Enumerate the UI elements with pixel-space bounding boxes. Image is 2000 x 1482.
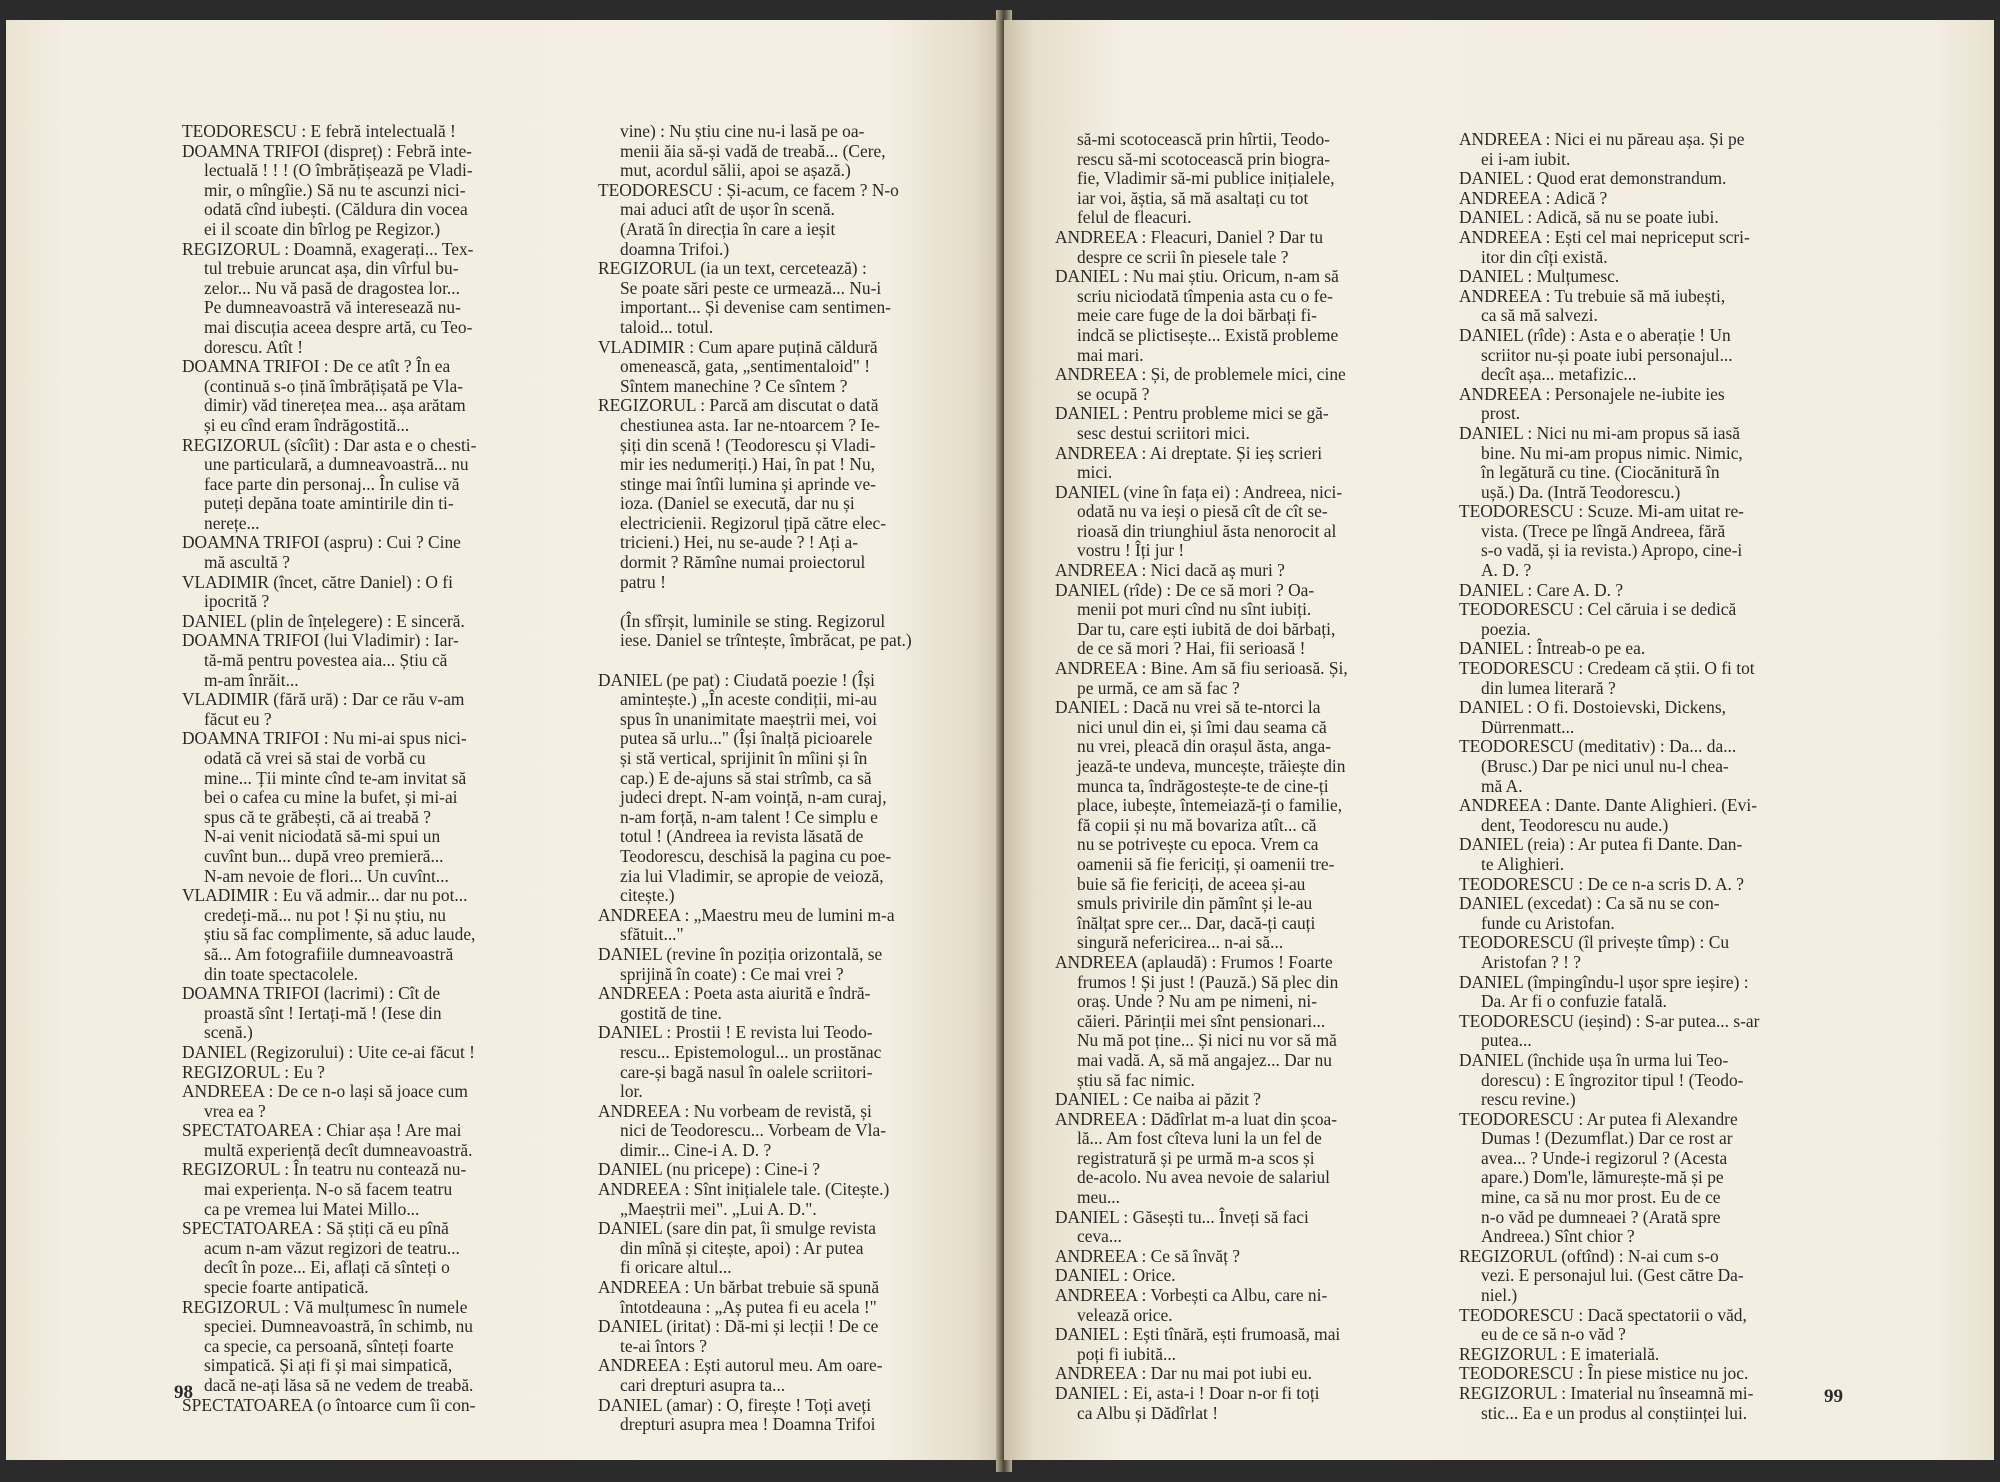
- text-line: proastă sînt ! Iertați-mă ! (Iese din: [204, 1002, 442, 1023]
- text-line: (continuă s-o țină îmbrățișată pe Vla-: [204, 375, 464, 396]
- text-line: niel.): [1481, 1285, 1518, 1306]
- left-page-column-2: [598, 122, 976, 1435]
- text-line: ANDREEA : Ai dreptate. Și ieș scrieri: [1055, 442, 1323, 463]
- text-line: TEODORESCU (îl privește tîmp) : Cu: [1459, 932, 1730, 953]
- text-line: știu să fac nimic.: [1077, 1069, 1195, 1090]
- text-line: pe urmă, ce am să fac ?: [1077, 677, 1240, 698]
- page-number-left: 98: [174, 1382, 193, 1403]
- text-line: prost.: [1481, 403, 1521, 424]
- text-line: SPECTATOAREA (o întoarce cum îi con-: [182, 1394, 476, 1415]
- text-line: să-mi scotocească prin hîrtii, Teodo-: [1077, 129, 1330, 149]
- text-line: jează-te undeva, muncește, trăiește din: [1077, 756, 1346, 776]
- text-line: DOAMNA TRIFOI (dispreț) : Febră inte-: [182, 140, 472, 161]
- text-line: nici de Teodorescu... Vorbeam de Vla-: [620, 1120, 887, 1141]
- text-line: vista. (Trece pe lîngă Andreea, fără: [1481, 520, 1726, 541]
- text-line: ei i-am iubit.: [1481, 148, 1571, 169]
- text-line: ANDREEA : Nici dacă aș muri ?: [1055, 560, 1285, 581]
- text-line: DANIEL : Întreab-o pe ea.: [1459, 638, 1646, 659]
- text-line: lectuală ! ! ! (O îmbrățișează pe Vladi-: [204, 160, 473, 181]
- text-line: place, iubește, întemeiază-ți o familie,: [1077, 795, 1343, 816]
- text-line: Dürrenmatt...: [1481, 716, 1575, 737]
- text-line: VLADIMIR : Eu vă admir... dar nu pot...: [182, 885, 468, 906]
- text-line: să... Am fotografiile dumneavoastră: [204, 943, 454, 964]
- text-line: gostită de tine.: [620, 1002, 722, 1023]
- text-line: mut, acordul sălii, apoi se așază.): [620, 160, 851, 181]
- text-line: rioasă din triunghiul ăsta nenorocit al: [1077, 520, 1337, 541]
- text-line: DANIEL : Nu mai știu. Oricum, n-am să: [1055, 266, 1339, 287]
- text-line: munca ta, îndrăgostește-te de cine-ți: [1077, 775, 1329, 796]
- text-line: speciei. Dumneavoastră, în schimb, nu: [204, 1316, 474, 1337]
- text-line: odată cînd iubești. (Căldura din vocea: [204, 199, 468, 220]
- text-line: [598, 651, 976, 671]
- text-line: mai experiența. N-o să facem teatru: [204, 1179, 453, 1200]
- text-line: odată că vrei să stai de vorbă cu: [204, 748, 426, 768]
- text-line: TEODORESCU : E febră intelectuală !: [182, 121, 456, 141]
- text-line: vostru ! Îți jur !: [1077, 540, 1185, 561]
- text-line: ANDREEA : „Maestru meu de lumini m-a: [598, 904, 895, 925]
- text-line: VLADIMIR (fără ură) : Dar ce rău v-am: [182, 689, 465, 710]
- text-line: te-ai întors ?: [620, 1335, 707, 1356]
- text-line: frumos ! Și just ! (Pauză.) Să plec din: [1077, 971, 1339, 992]
- text-line: DANIEL (închide ușa în urma lui Teo-: [1459, 1049, 1729, 1070]
- text-line: rescu revine.): [1481, 1089, 1576, 1110]
- text-line: tă-mă pentru povestea aia... Știu că: [204, 650, 448, 671]
- text-line: itor din cîți există.: [1481, 246, 1608, 267]
- text-line: doamna Trifoi.): [620, 238, 730, 259]
- text-line: N-ai venit niciodată să-mi spui un: [204, 826, 441, 847]
- text-line: REGIZORUL : Doamnă, exagerați... Tex-: [182, 238, 474, 259]
- text-line: dormit ? Rămîne numai proiectorul: [620, 552, 866, 573]
- text-line: mă ascultă ?: [204, 552, 290, 573]
- text-line: ANDREEA : Ce să învăț ?: [1055, 1245, 1240, 1266]
- text-line: judeci drept. N-am voință, n-am curaj,: [620, 787, 887, 808]
- text-line: ceva...: [1077, 1226, 1122, 1247]
- text-line: TEODORESCU : Dacă spectatorii o văd,: [1459, 1304, 1747, 1325]
- text-line: n-o văd pe dumneaei ? (Arată spre: [1481, 1206, 1721, 1227]
- text-line: stinge mai întîi lumina și aprinde ve-: [620, 473, 876, 494]
- text-line: scriu niciodată tîmpenia asta cu o fe-: [1077, 285, 1333, 306]
- right-page-column-1: [1055, 130, 1435, 1423]
- text-line: eu de ce să n-o văd ?: [1481, 1324, 1626, 1345]
- text-line: ANDREEA : Un bărbat trebuie să spună: [598, 1277, 880, 1298]
- text-line: meie care fuge de la doi bărbați fi-: [1077, 305, 1317, 326]
- text-line: funde cu Aristofan.: [1481, 912, 1615, 933]
- text-line: mai mari.: [1077, 344, 1144, 365]
- text-line: TEODORESCU (ieșind) : S-ar putea... s-ar: [1459, 1010, 1760, 1031]
- text-line: DOAMNA TRIFOI (lui Vladimir) : Iar-: [182, 630, 459, 651]
- text-line: Dar tu, care ești iubită de doi bărbați,: [1077, 618, 1336, 639]
- text-line: vine) : Nu știu cine nu-i lasă pe oa-: [620, 121, 865, 141]
- text-line: DANIEL : Prostii ! E revista lui Teodo-: [598, 1022, 873, 1043]
- text-line: (Arată în direcția în care a ieșit: [620, 218, 836, 239]
- text-line: DANIEL (vine în fața ei) : Andreea, nici-: [1055, 481, 1343, 502]
- text-line: omenească, gata, „sentimentaloid" !: [620, 356, 870, 377]
- text-line: TEODORESCU : Și-acum, ce facem ? N-o: [598, 179, 899, 200]
- text-line: putea să urlu..." (Își înalță picioarele: [620, 728, 873, 749]
- text-line: ipocrită ?: [204, 591, 270, 612]
- text-line: TEODORESCU : Ar putea fi Alexandre: [1459, 1108, 1738, 1129]
- text-line: ANDREEA : Vorbești ca Albu, care ni-: [1055, 1285, 1328, 1306]
- text-line: fă copii și nu mă bovariza atît... că: [1077, 814, 1317, 835]
- text-line: din lumea literară ?: [1481, 677, 1616, 698]
- text-line: mici.: [1077, 462, 1113, 483]
- text-line: REGIZORUL : Imaterial nu înseamnă mi-: [1459, 1383, 1754, 1403]
- text-line: Teodorescu, deschisă la pagina cu poe-: [620, 845, 892, 866]
- text-line: dimir) văd tinerețea mea... așa arătam: [204, 395, 466, 416]
- text-line: spus că te grăbești, că ai treabă ?: [204, 806, 431, 827]
- text-line: TEODORESCU : Scuze. Mi-am uitat re-: [1459, 501, 1744, 522]
- text-line: DANIEL (excedat) : Ca să nu se con-: [1459, 893, 1720, 914]
- text-line: DANIEL (nu pricepe) : Cine-i ?: [598, 1159, 820, 1180]
- text-line: ANDREEA : Ești autorul meu. Am oare-: [598, 1355, 883, 1376]
- text-line: specie foarte antipatică.: [204, 1277, 369, 1298]
- text-line: REGIZORUL : Parcă am discutat o dată: [598, 395, 879, 416]
- text-line: puteți depăna toate amintirile din ti-: [204, 493, 454, 514]
- text-line: amintește.) „În aceste condiții, mi-au: [620, 689, 877, 710]
- text-line: DANIEL (rîde) : De ce să mori ? Oa-: [1055, 579, 1315, 600]
- left-page-column-1: [182, 122, 558, 1415]
- text-line: DANIEL (rîde) : Asta e o aberație ! Un: [1459, 324, 1731, 345]
- text-line: lă... Am fost cîteva luni la un fel de: [1077, 1128, 1322, 1149]
- text-line: (În sfîrșit, luminile se sting. Regizorul: [620, 610, 886, 631]
- text-line: apare.) Dom'le, lămurește-mă și pe: [1481, 1167, 1724, 1188]
- text-line: ANDREEA : Dante. Dante Alighieri. (Evi-: [1459, 795, 1757, 816]
- text-line: Se poate sări peste ce urmează... Nu-i: [620, 277, 882, 298]
- text-line: poți fi iubită...: [1077, 1343, 1177, 1364]
- text-line: DANIEL : Găsești tu... Înveți să faci: [1055, 1206, 1309, 1227]
- text-line: știu să fac complimente, să aduc laude,: [204, 924, 476, 945]
- text-line: ca specie, ca persoană, sînteți foarte: [204, 1335, 454, 1356]
- text-line: ANDREEA : Ești cel mai nepriceput scri-: [1459, 226, 1750, 247]
- text-line: oamenii să fie fericiți, și oamenii tre-: [1077, 853, 1335, 874]
- text-line: citește.): [620, 885, 675, 906]
- text-line: decît așa... metafizic...: [1481, 364, 1637, 385]
- text-line: DANIEL (pe pat) : Ciudată poezie ! (Își: [598, 669, 876, 690]
- text-line: ANDREEA : Personajele ne-iubite ies: [1459, 383, 1725, 404]
- text-line: SPECTATOAREA : Chiar așa ! Are mai: [182, 1120, 462, 1141]
- text-line: dimir... Cine-i A. D. ?: [620, 1139, 772, 1160]
- text-line: ANDREEA (aplaudă) : Frumos ! Foarte: [1055, 951, 1333, 972]
- text-line: totul ! (Andreea ia revista lăsată de: [620, 826, 864, 847]
- text-line: (Brusc.) Dar pe nici unul nu-l chea-: [1481, 756, 1729, 776]
- text-line: avea... ? Unde-i regizorul ? (Acesta: [1481, 1147, 1728, 1168]
- text-line: Dumas ! (Dezumflat.) Dar ce rost ar: [1481, 1128, 1733, 1149]
- text-line: DOAMNA TRIFOI : De ce atît ? În ea: [182, 356, 451, 377]
- text-line: menii pot muri cînd nu sînt iubiți.: [1077, 599, 1312, 620]
- text-line: electricienii. Regizorul țipă către elec-: [620, 512, 887, 533]
- text-line: DANIEL : Ce naiba ai păzit ?: [1055, 1089, 1262, 1110]
- text-line: ANDREEA : Și, de problemele mici, cine: [1055, 364, 1346, 385]
- text-line: DOAMNA TRIFOI : Nu mi-ai spus nici-: [182, 728, 467, 749]
- text-line: DANIEL : Pentru probleme mici se gă-: [1055, 403, 1329, 424]
- text-line: N-am nevoie de flori... Un cuvînt...: [204, 865, 449, 886]
- text-line: cap.) E de-ajuns să stai strîmb, ca să: [620, 767, 872, 788]
- text-line: scenă.): [204, 1022, 253, 1043]
- text-line: acum n-am văzut regizori de teatru...: [204, 1237, 460, 1258]
- text-line: REGIZORUL : În teatru nu contează nu-: [182, 1159, 467, 1180]
- text-line: TEODORESCU : Credeam că știi. O fi tot: [1459, 658, 1755, 679]
- text-line: de ce să mori ? Hai, fii serioasă !: [1077, 638, 1306, 659]
- text-line: care-și bagă nasul în oalele scriitori-: [620, 1061, 873, 1082]
- text-line: șiți din scenă ! (Teodorescu și Vladi-: [620, 434, 876, 455]
- text-line: din mînă și citește, apoi) : Ar putea: [620, 1237, 864, 1258]
- text-line: întotdeauna : „Aș putea fi eu acela !": [620, 1296, 877, 1317]
- text-line: ANDREEA : Bine. Am să fiu serioasă. Și,: [1055, 658, 1348, 679]
- text-line: simpatică. Și ați fi și mai simpatică,: [204, 1355, 453, 1376]
- text-line: bine. Nu mi-am propus nimic. Nimic,: [1481, 442, 1743, 463]
- text-line: DANIEL (amar) : O, firește ! Toți aveți: [598, 1394, 872, 1415]
- page-number-right: 99: [1824, 1386, 1843, 1407]
- text-line: TEODORESCU : De ce n-a scris D. A. ?: [1459, 873, 1744, 894]
- text-line: Da. Ar fi o confuzie fatală.: [1481, 991, 1667, 1012]
- text-line: TEODORESCU : În piese mistice nu joc.: [1459, 1363, 1749, 1384]
- text-line: stic... Ea e un produs al conștiinței lui.: [1481, 1402, 1748, 1423]
- text-line: din toate spectacolele.: [204, 963, 359, 984]
- text-line: Aristofan ? ! ?: [1481, 951, 1581, 972]
- text-line: face parte din personaj... În culise vă: [204, 473, 460, 494]
- text-line: sesc destui scriitori mici.: [1077, 422, 1250, 443]
- text-line: Pe dumneavoastră vă interesează nu-: [204, 297, 461, 318]
- text-line: DANIEL : Mulțumesc.: [1459, 266, 1620, 287]
- text-line: ANDREEA : Fleacuri, Daniel ? Dar tu: [1055, 226, 1324, 247]
- text-line: fie, Vladimir să-mi publice inițialele,: [1077, 168, 1335, 189]
- text-line: odată nu va ieși o piesă cît de cît se-: [1077, 501, 1328, 522]
- text-line: indcă se plictisește... Există probleme: [1077, 324, 1339, 345]
- text-line: taloid... totul.: [620, 316, 714, 337]
- text-line: decît în poze... Ei, aflați că sînteți o: [204, 1257, 450, 1278]
- text-line: DANIEL (iritat) : Dă-mi și lecții ! De ce: [598, 1316, 879, 1337]
- text-line: în legătură cu tine. (Ciocănitură în: [1481, 462, 1720, 483]
- text-line: cuvînt bun... după vreo premieră...: [204, 845, 444, 866]
- text-line: DOAMNA TRIFOI (lacrimi) : Cît de: [182, 983, 441, 1004]
- text-line: mai discuția aceea despre artă, cu Teo-: [204, 316, 473, 337]
- text-line: mine, ca să nu mor prost. Eu de ce: [1481, 1187, 1721, 1208]
- text-line: ANDREEA : Dar nu mai pot iubi eu.: [1055, 1363, 1312, 1384]
- text-line: vezi. E personajul lui. (Gest către Da-: [1481, 1265, 1744, 1286]
- left-page: [6, 20, 1002, 1460]
- right-page: [1004, 20, 1994, 1460]
- text-line: ANDREEA : Sînt inițialele tale. (Citește.): [598, 1179, 890, 1200]
- text-line: DOAMNA TRIFOI (aspru) : Cui ? Cine: [182, 532, 461, 553]
- text-line: DANIEL : Care A. D. ?: [1459, 579, 1624, 600]
- text-line: zelor... Nu vă pasă de dragostea lor...: [204, 277, 460, 298]
- text-line: DANIEL : Quod erat demonstrandum.: [1459, 168, 1727, 189]
- text-line: patru !: [620, 571, 666, 592]
- text-line: mai vadă. A, să mă angajez... Dar nu: [1077, 1049, 1332, 1070]
- text-line: REGIZORUL (ia un text, cercetează) :: [598, 258, 867, 279]
- text-line: A. D. ?: [1481, 560, 1532, 581]
- text-line: și stă vertical, sprijinit în mîini și în: [620, 748, 868, 768]
- text-line: dorescu. Atît !: [204, 336, 304, 357]
- text-line: REGIZORUL : E imaterială.: [1459, 1343, 1660, 1364]
- text-line: chestiunea asta. Iar ne-ntoarcem ? Ie-: [620, 414, 880, 435]
- text-line: ANDREEA : Poeta asta aiurită e îndră-: [598, 983, 871, 1004]
- text-line: TEODORESCU (meditativ) : Da... da...: [1459, 736, 1737, 757]
- text-line: ANDREEA : Nici ei nu păreau așa. Și pe: [1459, 129, 1745, 149]
- text-line: REGIZORUL (sîcîit) : Dar asta e o chesti-: [182, 434, 477, 455]
- text-line: TEODORESCU : Cel căruia i se dedică: [1459, 599, 1737, 620]
- text-line: dorescu) : E îngrozitor tipul ! (Teodo-: [1481, 1069, 1744, 1090]
- text-line: DANIEL : Adică, să nu se poate iubi.: [1459, 207, 1719, 228]
- text-line: ANDREEA : Dădîrlat m-a luat din școa-: [1055, 1108, 1338, 1129]
- text-line: VLADIMIR (încet, către Daniel) : O fi: [182, 571, 453, 592]
- text-line: important... Și devenise cam sentimen-: [620, 297, 891, 318]
- text-line: mai aduci atît de ușor în scenă.: [620, 199, 835, 220]
- text-line: registratură și pe urmă m-a scos și: [1077, 1147, 1315, 1168]
- text-line: spus în unanimitate maeștrii mei, voi: [620, 708, 877, 729]
- text-line: ca să mă salvezi.: [1481, 305, 1598, 326]
- text-line: n-am forță, n-am talent ! Ce simplu e: [620, 806, 878, 827]
- text-line: DANIEL (reia) : Ar putea fi Dante. Dan-: [1459, 834, 1743, 855]
- text-line: velează orice.: [1077, 1304, 1173, 1325]
- text-line: ca pe vremea lui Matei Millo...: [204, 1198, 420, 1219]
- text-line: SPECTATOAREA : Să știți că eu pînă: [182, 1218, 449, 1239]
- right-page-column-2: [1459, 130, 1847, 1423]
- text-line: rescu... Epistemologul... un prostănac: [620, 1041, 882, 1062]
- text-line: DANIEL : O fi. Dostoievski, Dickens,: [1459, 697, 1726, 718]
- text-line: nici unul din ei, și îmi dau seama că: [1077, 716, 1327, 737]
- text-line: mă A.: [1481, 775, 1523, 796]
- text-line: ANDREEA : Nu vorbeam de revistă, și: [598, 1100, 872, 1121]
- text-line: ei il scoate din bîrlog pe Regizor.): [204, 218, 441, 239]
- text-line: DANIEL (împingîndu-l ușor spre ieșire) :: [1459, 971, 1749, 992]
- text-line: DANIEL (revine în poziția orizontală, se: [598, 943, 883, 964]
- text-line: putea...: [1481, 1030, 1532, 1051]
- text-line: și eu cînd eram îndrăgostită...: [204, 414, 410, 435]
- text-line: ANDREEA : Tu trebuie să mă iubești,: [1459, 285, 1726, 306]
- text-line: DANIEL (plin de înțelegere) : E sinceră.: [182, 610, 465, 631]
- text-line: iese. Daniel se trîntește, îmbrăcat, pe pat.): [620, 630, 912, 651]
- text-line: ușă.) Da. (Intră Teodorescu.): [1481, 481, 1681, 502]
- text-line: s-o vadă, și ia revista.) Apropo, cine-i: [1481, 540, 1743, 561]
- text-line: DANIEL : Dacă nu vrei să te-ntorci la: [1055, 697, 1321, 718]
- text-line: REGIZORUL : Vă mulțumesc în numele: [182, 1296, 468, 1317]
- text-line: ca Albu și Dădîrlat !: [1077, 1402, 1219, 1423]
- text-line: m-am înrăit...: [204, 669, 299, 690]
- text-line: poezia.: [1481, 618, 1531, 639]
- text-line: cari drepturi asupra ta...: [620, 1375, 786, 1395]
- text-line: căieri. Părinții mei sînt pensionari...: [1077, 1010, 1326, 1031]
- text-line: nu se potrivește cu epoca. Vrem ca: [1077, 834, 1319, 855]
- text-line: mine... Ții minte cînd te-am invitat să: [204, 767, 467, 788]
- text-line: făcut eu ?: [204, 708, 272, 729]
- text-line: rescu să-mi scotocească prin biogra-: [1077, 148, 1331, 169]
- text-line: DANIEL : Nici nu mi-am propus să iasă: [1459, 422, 1740, 443]
- text-line: „Maeștrii mei". „Lui A. D.".: [620, 1198, 817, 1219]
- text-line: se ocupă ?: [1077, 383, 1150, 404]
- text-line: ANDREEA : De ce n-o lași să joace cum: [182, 1081, 468, 1102]
- text-line: bei o cafea cu mine la bufet, și mi-ai: [204, 787, 458, 808]
- text-line: smuls privirile din pămînt și le-au: [1077, 893, 1313, 914]
- text-line: înălțat spre cer... Dar, dacă-ți cauți: [1077, 912, 1316, 933]
- text-line: vrea ea ?: [204, 1100, 266, 1121]
- text-line: oraș. Unde ? Nu am pe nimeni, ni-: [1077, 991, 1318, 1012]
- text-line: nu vrei, pleacă din orașul ăsta, anga-: [1077, 736, 1331, 757]
- text-line: une particulară, a dumneavoastră... nu: [204, 454, 469, 475]
- text-line: buie să fie fericiți, de aceea și-au: [1077, 873, 1306, 894]
- text-line: lor.: [620, 1081, 643, 1102]
- text-line: multă experiență decît dumneavoastră.: [204, 1139, 473, 1160]
- text-line: Sîntem manechine ? Ce sîntem ?: [620, 375, 848, 396]
- text-line: VLADIMIR : Cum apare puțină căldură: [598, 336, 878, 357]
- text-line: ANDREEA : Adică ?: [1459, 187, 1608, 208]
- text-line: drepturi asupra mea ! Doamna Trifoi: [620, 1414, 876, 1435]
- text-line: tricieni.) Hei, nu se-aude ? ! Ați a-: [620, 532, 859, 553]
- text-line: Andreea.) Sînt chior ?: [1481, 1226, 1635, 1247]
- text-line: iar voi, ăștia, să mă asaltați cu tot: [1077, 187, 1309, 208]
- text-line: ioza. (Daniel se execută, dar nu și: [620, 493, 855, 514]
- text-line: REGIZORUL : Eu ?: [182, 1061, 325, 1082]
- text-line: mir ies nedumeriți.) Hai, în pat ! Nu,: [620, 454, 876, 475]
- text-line: scriitor nu-și poate iubi personajul...: [1481, 344, 1733, 365]
- text-line: tul trebuie aruncat așa, din vîrful bu-: [204, 258, 459, 279]
- text-line: [598, 592, 976, 612]
- text-line: DANIEL : Ești tînără, ești frumoasă, mai: [1055, 1324, 1341, 1345]
- text-line: felul de fleacuri.: [1077, 207, 1192, 228]
- text-line: sfătuit...": [620, 924, 684, 945]
- text-line: fi oricare altul...: [620, 1257, 732, 1278]
- text-line: meu...: [1077, 1187, 1120, 1208]
- text-line: DANIEL : Orice.: [1055, 1265, 1176, 1286]
- text-line: Nu mă pot ține... Și nici nu vor să mă: [1077, 1030, 1337, 1051]
- text-line: credeți-mă... nu pot ! Și nu știu, nu: [204, 904, 446, 925]
- text-line: zia lui Vladimir, se apropie de veioză,: [620, 865, 884, 886]
- text-line: de-acolo. Nu avea nevoie de salariul: [1077, 1167, 1331, 1188]
- text-line: dent, Teodorescu nu aude.): [1481, 814, 1669, 835]
- text-line: DANIEL : Ei, asta-i ! Doar n-or fi toți: [1055, 1383, 1320, 1403]
- text-line: dacă ne-ați lăsa să ne vedem de treabă.: [204, 1375, 474, 1395]
- text-line: sprijină în coate) : Ce mai vrei ?: [620, 963, 844, 984]
- text-line: DANIEL (sare din pat, îi smulge revista: [598, 1218, 877, 1239]
- text-line: menii ăia să-și vadă de treabă... (Cere,: [620, 140, 886, 161]
- text-line: mir, o mîngîie.) Să nu te ascunzi nici-: [204, 179, 466, 200]
- text-line: REGIZORUL (oftînd) : N-ai cum s-o: [1459, 1245, 1719, 1266]
- text-line: nerețe...: [204, 512, 260, 533]
- text-line: despre ce scrii în piesele tale ?: [1077, 246, 1289, 267]
- text-line: singură nefericirea... n-ai să...: [1077, 932, 1284, 953]
- text-line: te Alighieri.: [1481, 853, 1565, 874]
- text-line: DANIEL (Regizorului) : Uite ce-ai făcut !: [182, 1041, 475, 1062]
